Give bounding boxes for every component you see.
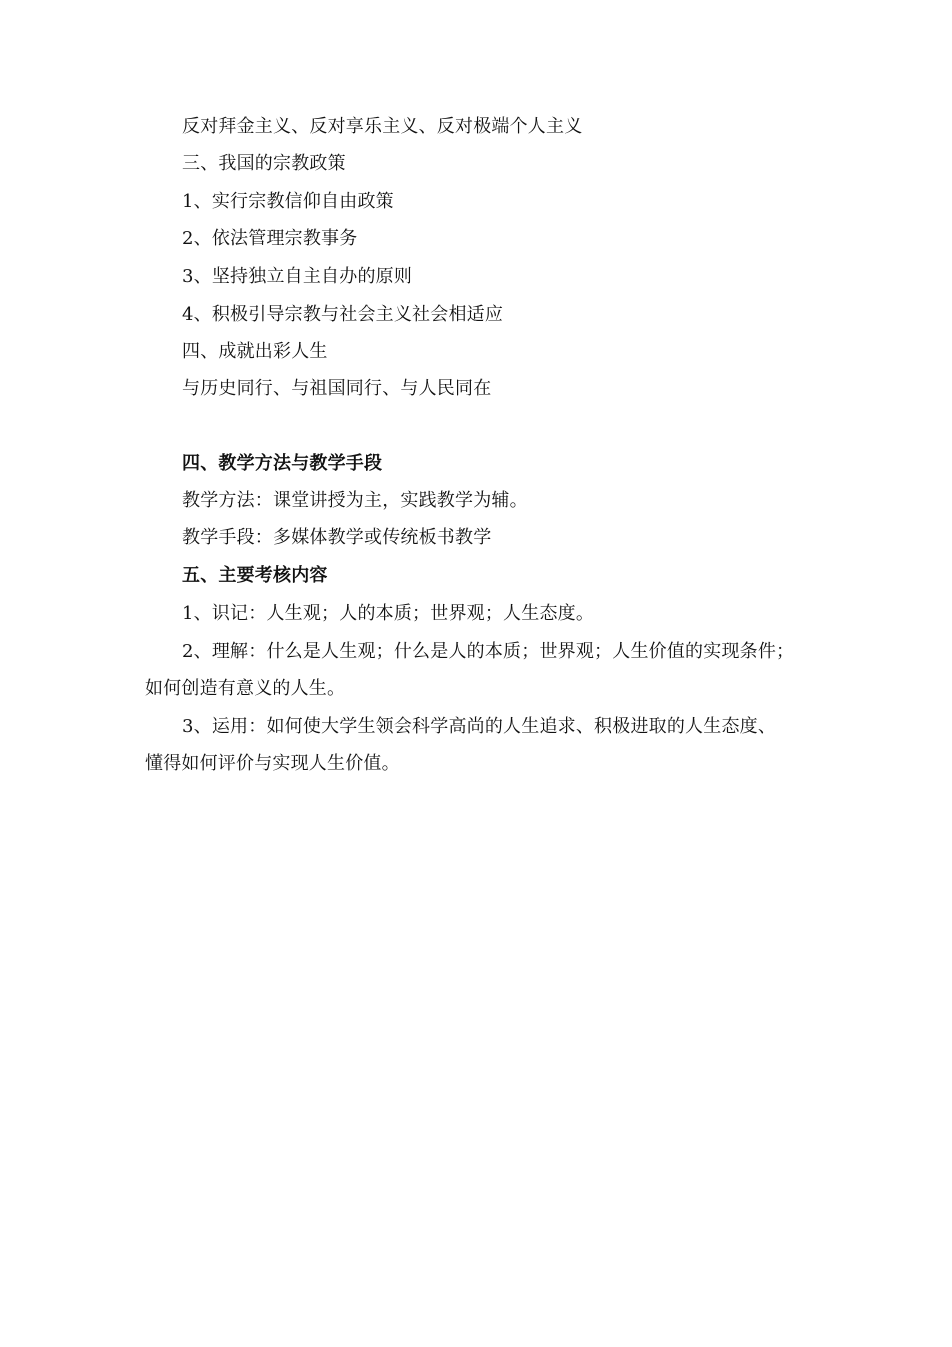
assessment-item-2-line-1: 2、理解：什么是人生观；什么是人的本质；世界观；人生价值的实现条件；	[182, 641, 795, 662]
outstanding-life-heading: 四、成就出彩人生	[182, 341, 328, 362]
assessment-item-3-line-1: 3、运用：如何使大学生领会科学高尚的人生追求、积极进取的人生态度、	[182, 716, 777, 737]
teaching-means: 教学手段：多媒体教学或传统板书教学	[182, 527, 492, 548]
assessment-item-1: 1、识记：人生观；人的本质；世界观；人生态度。	[182, 603, 595, 624]
assessment-heading: 五、主要考核内容	[182, 565, 328, 586]
oppose-line: 反对拜金主义、反对享乐主义、反对极端个人主义	[182, 116, 583, 137]
teaching-method: 教学方法：课堂讲授为主，实践教学为辅。	[182, 490, 528, 511]
religion-item-3: 3、坚持独立自主自办的原则	[182, 266, 413, 287]
religion-item-4: 4、积极引导宗教与社会主义社会相适应	[182, 304, 504, 325]
religion-policy-heading: 三、我国的宗教政策	[182, 153, 346, 174]
assessment-item-3-line-2: 懂得如何评价与实现人生价值。	[145, 753, 400, 774]
teaching-heading: 四、教学方法与教学手段	[182, 453, 383, 474]
history-line: 与历史同行、与祖国同行、与人民同在	[182, 378, 492, 399]
assessment-item-2-line-2: 如何创造有意义的人生。	[145, 678, 346, 699]
religion-item-1: 1、实行宗教信仰自由政策	[182, 191, 394, 212]
religion-item-2: 2、依法管理宗教事务	[182, 228, 358, 249]
